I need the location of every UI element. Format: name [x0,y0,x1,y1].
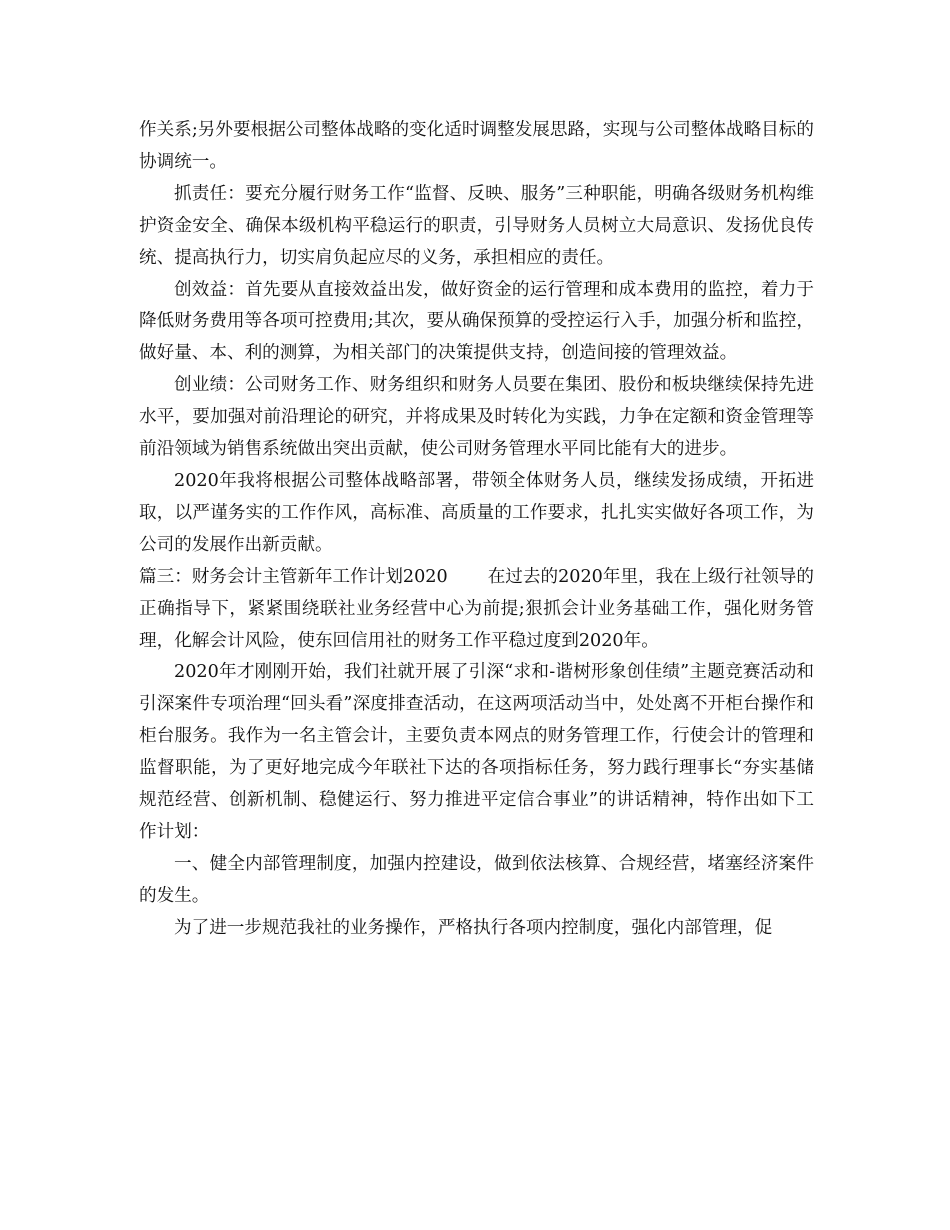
paragraph: 创效益：首先要从直接效益出发，做好资金的运行管理和成本费用的监控，着力于降低财务费用等各项可控费用;其次，要从确保预算的受控运行入手，加强分析和监控，做好量、本、利的测算，为相关部门的决策提供支持，创造间接的管理效益。 [139,279,814,364]
section-paragraph [139,562,814,658]
paragraph: 创业绩：公司财务工作、财务组织和财务人员要在集团、股份和板块继续保持先进水平，要加强对前沿理论的研究，并将成果及时转化为实践，力争在定额和资金管理等前沿领域为销售系统做出突出贡献，使公司财务管理水平同比能有大的进步。 [139,375,814,460]
paragraph: 2020年我将根据公司整体战略部署，带领全体财务人员，继续发扬成绩，开拓进取，以严谨务实的工作作风，高标准、高质量的工作要求，扎扎实实做好各项工作，为公司的发展作出新贡献。 [139,470,814,555]
paragraph-text: 在过去的2020年里，我在上级行社领导的正确指导下，紧紧围绕联社业务经营中心为前提;狠抓会计业务基础工作，强化财务管理，化解会计风险，使东回信用社的财务工作平稳过度到2020年。 [139,566,814,651]
section-heading: 篇三：财务会计主管新年工作计划2020 [139,566,448,587]
paragraph: 一、健全内部管理制度，加强内控建设，做到依法核算、合规经营，堵塞经济案件的发生。 [139,853,814,906]
paragraph: 为了进一步规范我社的业务操作，严格执行各项内控制度，强化内部管理，促 [174,917,773,938]
document-body [139,115,814,945]
paragraph: 抓责任：要充分履行财务工作“监督、反映、服务”三种职能，明确各级财务机构维护资金安全、确保本级机构平稳运行的职责，引导财务人员树立大局意识、发扬优良传统、提高执行力，切实肩负起应尽的义务，承担相应的责任。 [139,183,814,268]
paragraph: 2020年才刚刚开始，我们社就开展了引深“求和-谐树形象创佳绩”主题竞赛活动和引深案件专项治理“回头看”深度排查活动，在这两项活动当中，处处离不开柜台操作和柜台服务。我作为一名主管会计，主要负责本网点的财务管理工作，行使会计的管理和监督职能，为了更好地完成今年联社下达的各项指标任务，努力践行理事长“夯实基储规范经营、创新机制、稳健运行、努力推进平定信合事业”的讲话精神，特作出如下工作计划： [139,662,814,842]
paragraph: 作关系;另外要根据公司整体战略的变化适时调整发展思路，实现与公司整体战略目标的协调统一。 [139,120,814,172]
